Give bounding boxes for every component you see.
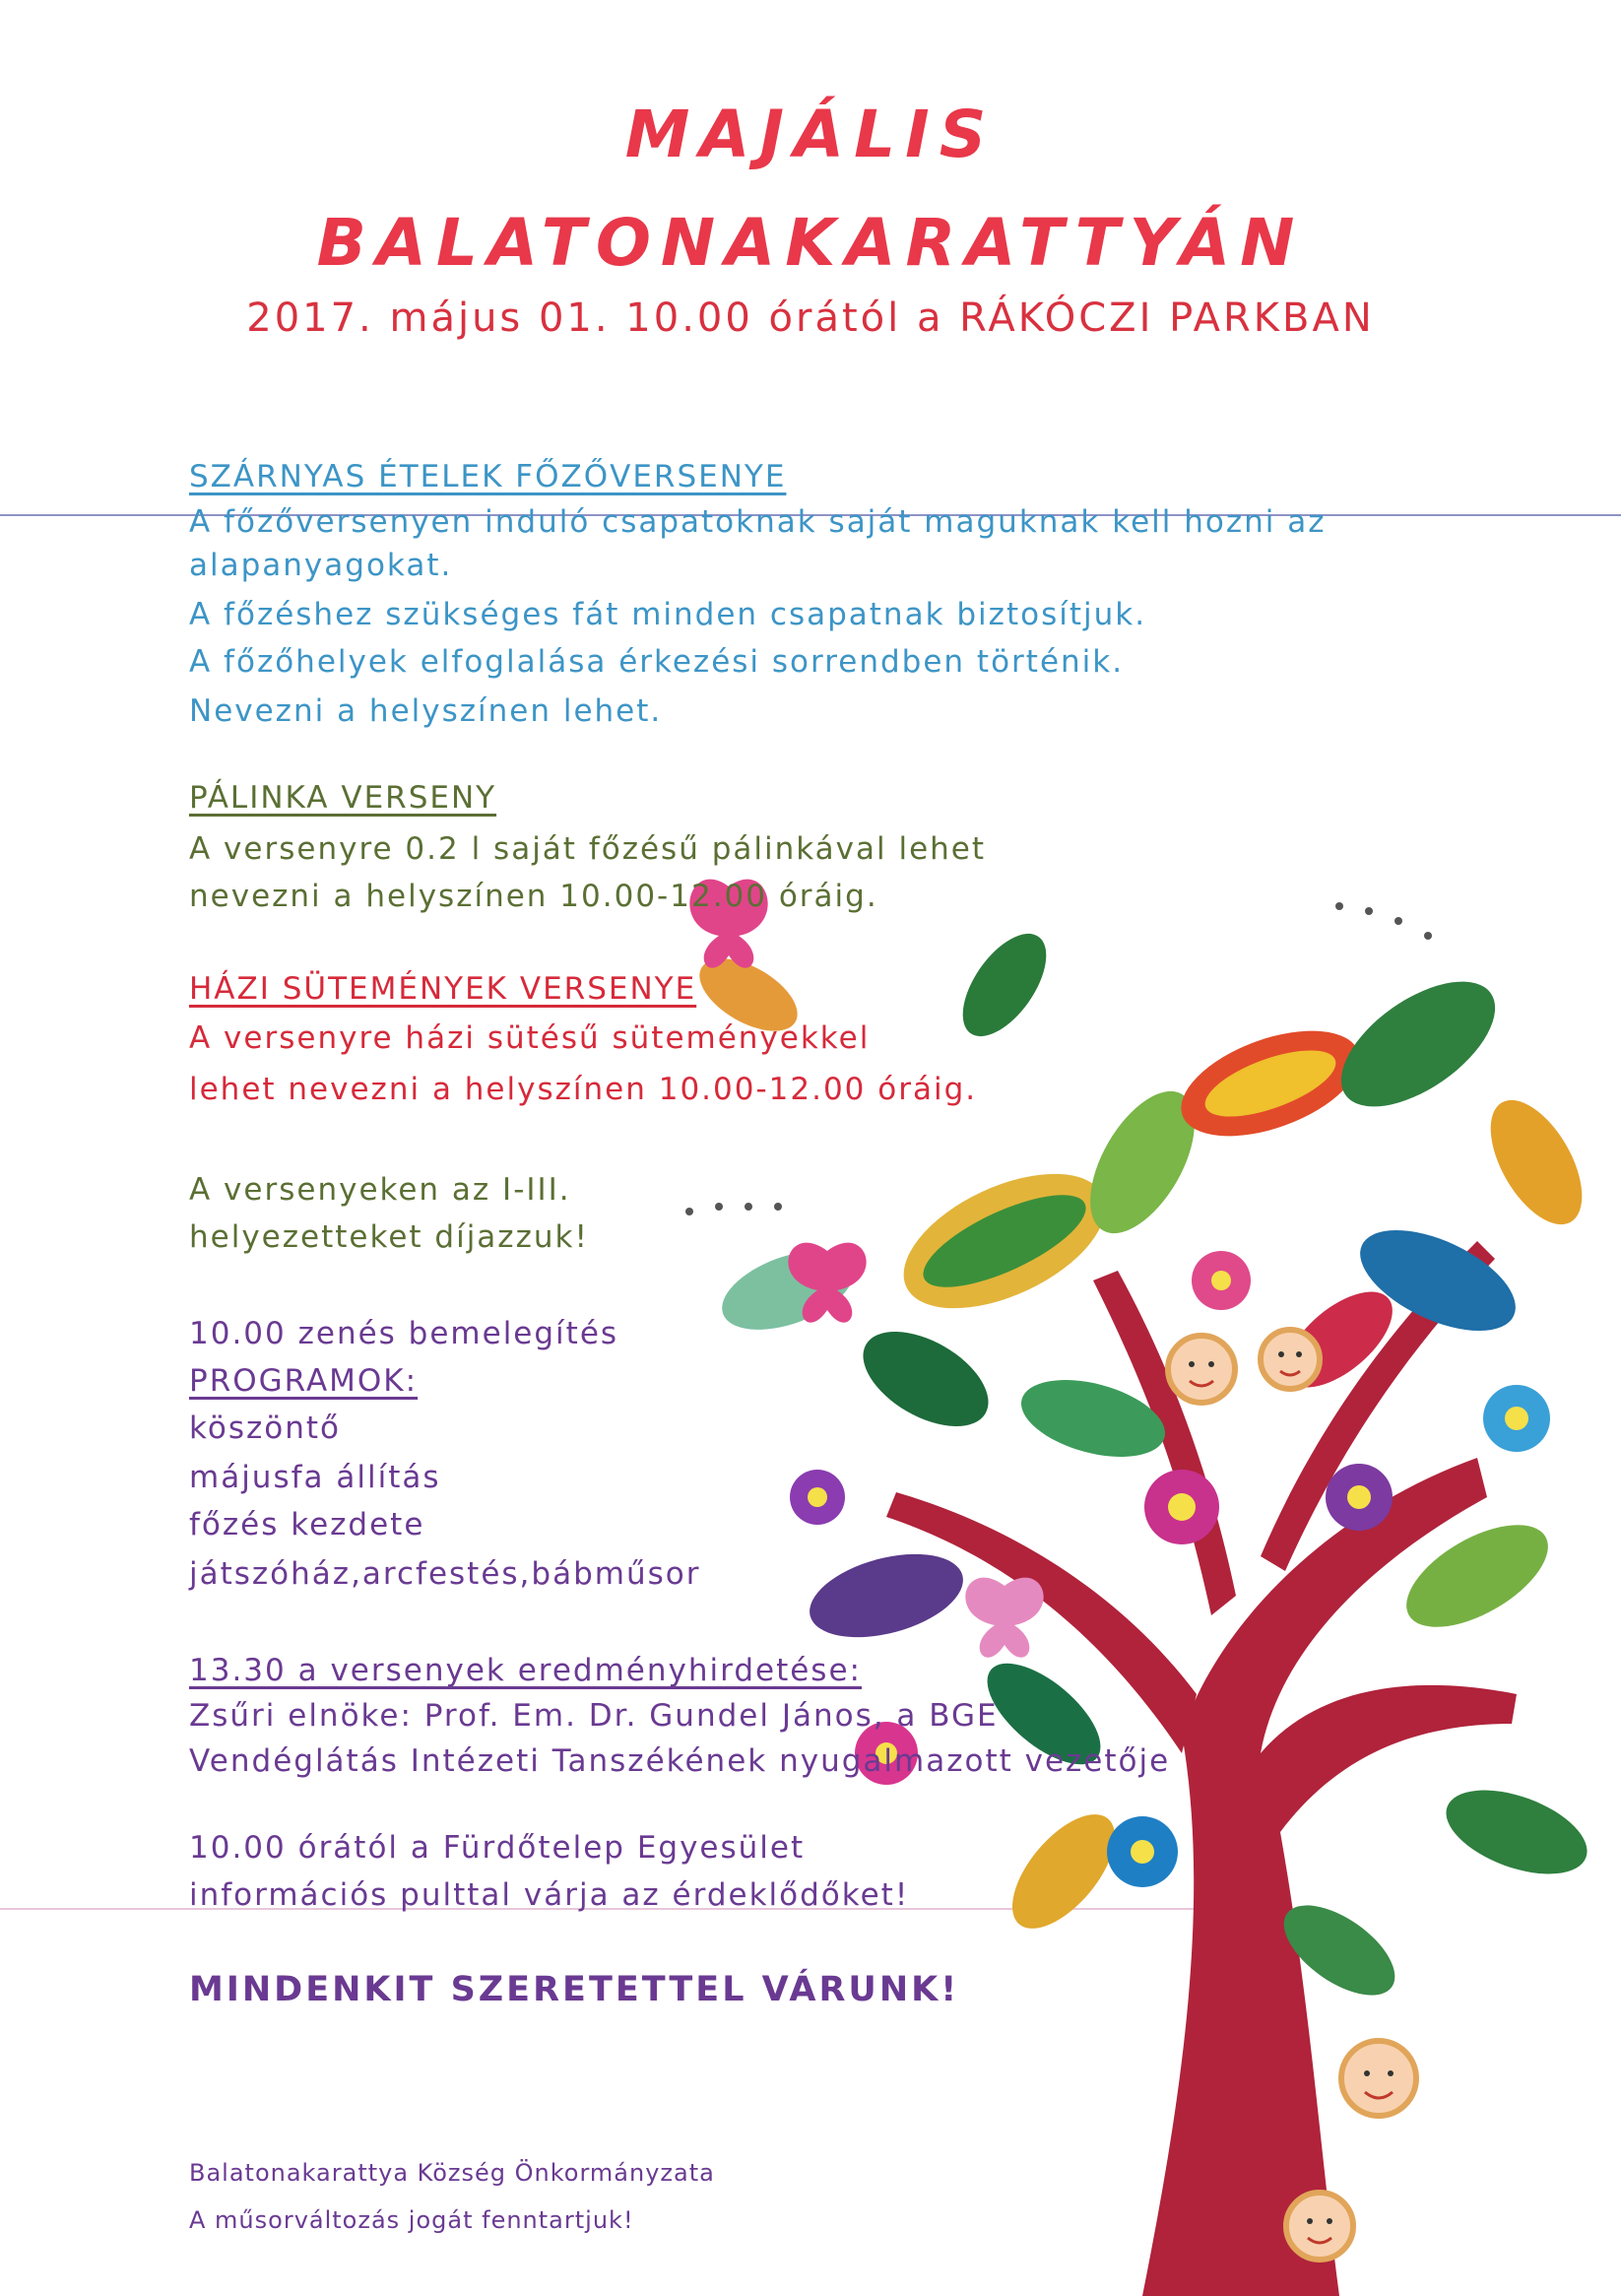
cooking-contest-text: A főzőhelyek elfoglalása érkezési sorrendben történik. — [189, 644, 1125, 680]
child-face — [1261, 1330, 1320, 1389]
cooking-contest-text: alapanyagokat. — [189, 548, 453, 583]
program-item: májusfa állítás — [189, 1460, 441, 1495]
prizes-text: helyezetteket díjazzuk! — [189, 1219, 589, 1255]
footer-organizer: Balatonakarattya Község Önkormányzata — [189, 2159, 715, 2187]
page-title-line-1: MAJÁLIS — [624, 97, 997, 172]
palinka-contest-heading: PÁLINKA VERSENY — [189, 780, 497, 816]
results-text: Vendéglátás Intézeti Tanszékének nyugalmazott vezetője — [189, 1743, 1171, 1779]
butterfly-icon — [965, 1578, 1043, 1658]
event-date-location: 2017. május 01. 10.00 órától a RÁKÓCZI PARKBAN — [246, 295, 1375, 341]
welcome-message: MINDENKIT SZERETETTEL VÁRUNK! — [189, 1970, 960, 2009]
page-title-line-2: BALATONAKARATTYÁN — [316, 205, 1305, 281]
palinka-contest-text: A versenyre 0.2 l saját főzésű pálinkával lehet — [189, 831, 987, 867]
child-face — [1286, 2193, 1353, 2260]
info-text: információs pulttal várja az érdeklődőket! — [189, 1877, 910, 1913]
results-heading: 13.30 a versenyek eredményhirdetése: — [189, 1653, 862, 1688]
program-item: köszöntő — [189, 1410, 341, 1446]
programs-heading: PROGRAMOK: — [189, 1363, 419, 1399]
cake-contest-heading: HÁZI SÜTEMÉNYEK VERSENYE — [189, 971, 697, 1007]
prizes-text: A versenyeken az I-III. — [189, 1172, 571, 1208]
child-face — [1168, 1336, 1235, 1403]
cooking-contest-text: A főzőversenyen induló csapatoknak saját maguknak kell hozni az — [189, 504, 1327, 540]
results-text: Zsűri elnöke: Prof. Em. Dr. Gundel János, a BGE — [189, 1698, 999, 1734]
cooking-contest-heading: SZÁRNYAS ÉTELEK FŐZŐVERSENYE — [189, 459, 787, 494]
program-item: főzés kezdete — [189, 1507, 425, 1542]
palinka-contest-text: nevezni a helyszínen 10.00-12.00 óráig. — [189, 879, 878, 914]
child-face — [1341, 2041, 1416, 2116]
footer-disclaimer: A műsorváltozás jogát fenntartjuk! — [189, 2206, 634, 2234]
warmup-text: 10.00 zenés bemelegítés — [189, 1316, 619, 1351]
program-item: játszóház,arcfestés,bábműsor — [189, 1556, 701, 1592]
cooking-contest-text: A főzéshez szükséges fát minden csapatnak biztosítjuk. — [189, 597, 1147, 632]
cake-contest-text: lehet nevezni a helyszínen 10.00-12.00 óráig. — [189, 1072, 978, 1107]
cooking-contest-text: Nevezni a helyszínen lehet. — [189, 693, 663, 729]
info-text: 10.00 órától a Fürdőtelep Egyesület — [189, 1830, 806, 1866]
cake-contest-text: A versenyre házi sütésű süteményekkel — [189, 1020, 871, 1056]
